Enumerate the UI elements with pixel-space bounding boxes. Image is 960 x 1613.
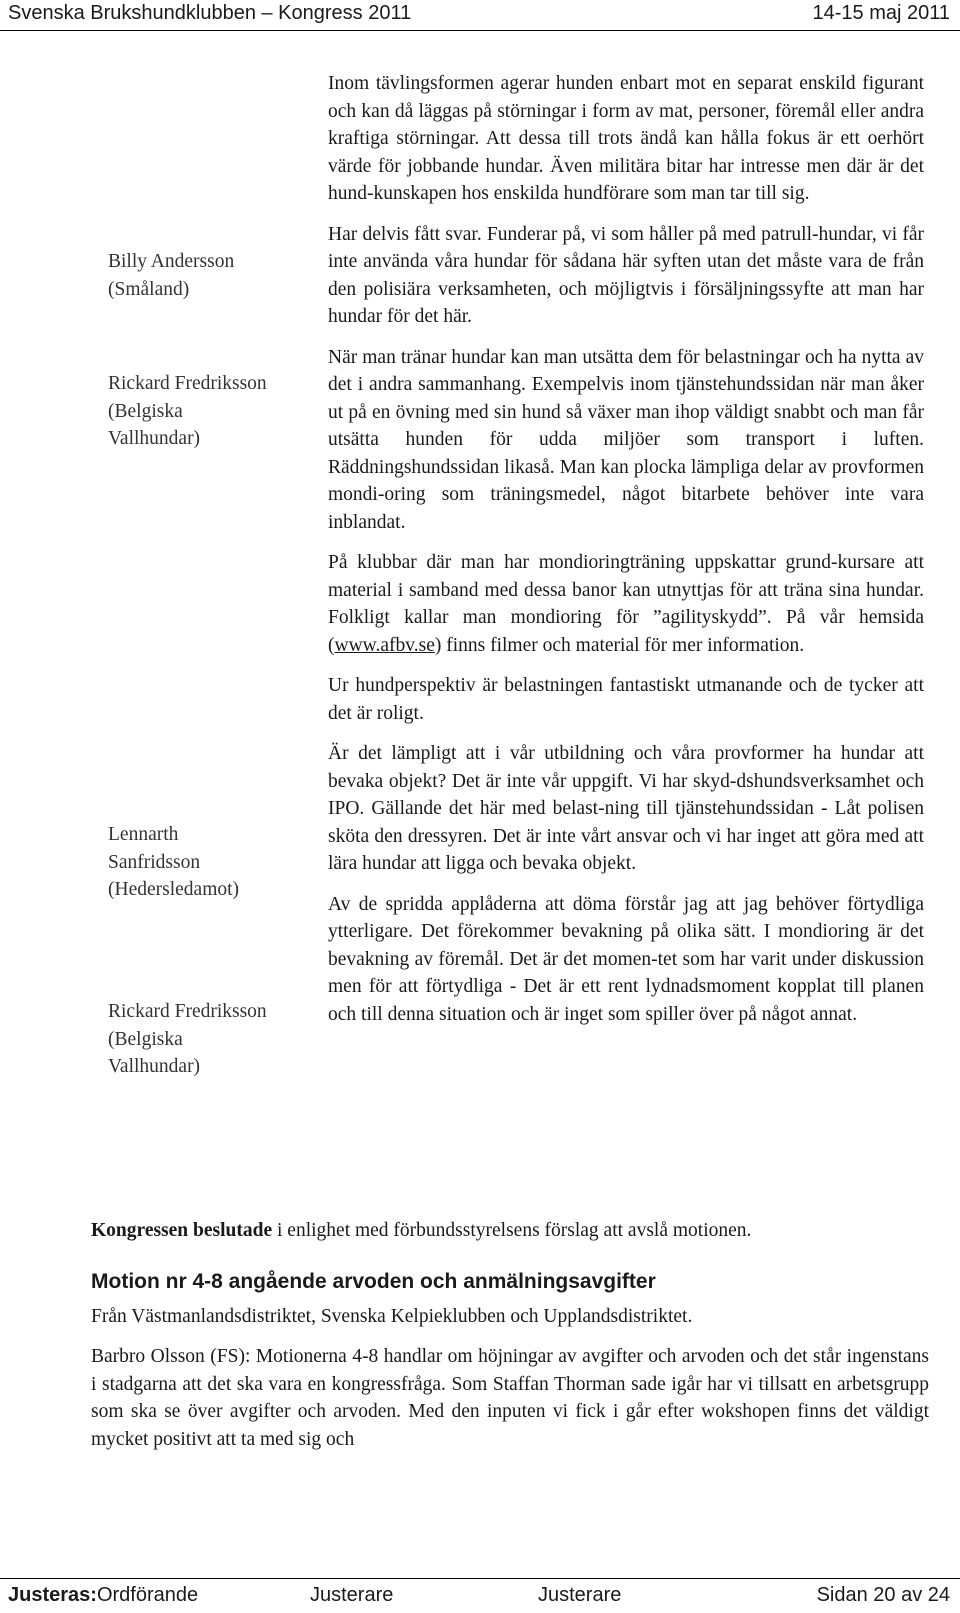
paragraph-text: ) finns filmer och material för mer information. (434, 634, 805, 656)
speaker-line: (Småland) (108, 278, 190, 300)
speaker-line: Billy Andersson (108, 251, 235, 272)
paragraph: Inom tävlingsformen agerar hunden enbart mot en separat enskild figurant och kan då läggas på störningar i form av mat, personer, föremål eller andra kraftiga störningar. Att dessa till trots ändå kan hålla fokus är ett oerhört värde för jobbande hundar. Även militära bitar har intresse men där är det hund-kunskapen hos enskilda hundförare som man tar till sig. (328, 73, 924, 204)
speaker-line: (Belgiska (108, 400, 183, 422)
speaker-line: Rickard Fredriksson (108, 373, 267, 394)
page-number: Sidan 20 av 24 (816, 1584, 950, 1606)
minutes-body (328, 70, 924, 1041)
footer-label: Justeras: (8, 1584, 97, 1606)
speaker-line: Lennarth (108, 824, 179, 845)
speaker-line: (Belgiska (108, 1028, 183, 1050)
paragraph: Har delvis fått svar. Funderar på, vi som håller på med patrull-hundar, vi får inte använda våra hundar för sådana här syften utan det måste vara de från den polisiära verksamheten, och möjligtvis i försäljningssyfte att man har hundar för det här. (328, 223, 924, 327)
page-footer (8, 1582, 952, 1610)
footer-justeras (8, 1582, 199, 1608)
speaker-line: Vallhundar) (108, 428, 201, 449)
header-date: 14-15 maj 2011 (812, 2, 950, 24)
footer-divider (0, 1578, 960, 1579)
paragraph-text: På klubbar där man har mondioringträning uppskattar grund-kursare att material i samband med dessa banor kan utnyttjas för att träna sina hundar. Folkligt kallar man mondioring för ”agilityskydd”. På vår hemsida ( (328, 552, 924, 656)
header-title: Svenska Brukshundklubben – Kongress 2011 (8, 2, 412, 24)
paragraph: Av de spridda applåderna att döma förstår jag att jag behöver förtydliga ytterligare. Det förekommer bevakning på olika sätt. I mondioring är det bevakning av föremål. Det är det momen-tet som har varit under diskussion men för att förtydliga - Det är ett rent lydnadsmoment kopplat till planen och till denna situation och är inget som spiller över på något annat. (328, 893, 924, 1025)
speaker-4 (108, 998, 313, 1081)
website-link[interactable]: www.afbv.se (334, 634, 435, 656)
speaker-2 (108, 370, 313, 453)
motion-heading: Motion nr 4-8 angående arvoden och anmälningsavgifter (91, 1270, 656, 1293)
decision-rest: i enlighet med förbundsstyrelsens förslag att avslå motionen. (272, 1220, 752, 1241)
footer-value: Ordförande (96, 1584, 199, 1606)
paragraph: Är det lämpligt att i vår utbildning och våra provformer ha hundar att bevaka objekt? Det är inte vår uppgift. Vi har skyd-dshundsverksamhet och IPO. Gällande det här med belast-ning till tjänstehundssidan - Låt polisen sköta den dressyren. Det är inte vårt ansvar och vi har inget att göra med att lära hundar att ligga och bevaka objekt. (328, 743, 924, 874)
speaker-line: Sanfridsson (108, 851, 201, 873)
decision-text (91, 1217, 929, 1245)
speaker-1 (108, 248, 313, 303)
speaker-line: Vallhundar) (108, 1056, 201, 1077)
header-divider (0, 30, 960, 31)
motion-from: Från Västmanlandsdistriktet, Svenska Kelpieklubben och Upplandsdistriktet. (91, 1306, 693, 1327)
paragraph: Ur hundperspektiv är belastningen fantastiskt utmanande och de tycker att det är roligt. (328, 675, 924, 724)
decision-bold: Kongressen beslutade (91, 1220, 273, 1241)
paragraph (328, 549, 924, 659)
speaker-line: Rickard Fredriksson (108, 1001, 267, 1022)
paragraph: När man tränar hundar kan man utsätta dem för belastningar och ha nytta av det i andra sammanhang. Exempelvis inom tjänstehundssidan när man åker ut på en övning med sin hund så växer man ihop väldigt snabbt och man får utsätta hunden för udda miljöer som transport i luften. Räddningshundssidan likaså. Man kan plocka lämpliga delar av provformen mondi-oring som träningsmedel, något bitarbete behöver inte vara inblandat. (328, 346, 924, 533)
motion-text: Barbro Olsson (FS): Motionerna 4-8 handlar om höjningar av avgifter och arvoden och det står ingenstans i stadgarna att det ska vara en kongressfråga. Som Staffan Thorman sade igår har vi tillsatt en arbetsgrupp som ska se över avgifter och arvoden. Med den inputen vi fick i går efter wokshopen finns det väldigt mycket positivt att ta med sig och (91, 1346, 929, 1450)
footer-justerare-1: Justerare (310, 1584, 394, 1606)
footer-justerare-2: Justerare (538, 1584, 622, 1606)
speaker-line: (Hedersledamot) (108, 879, 240, 900)
page-header (8, 0, 952, 28)
speaker-3 (108, 821, 313, 904)
